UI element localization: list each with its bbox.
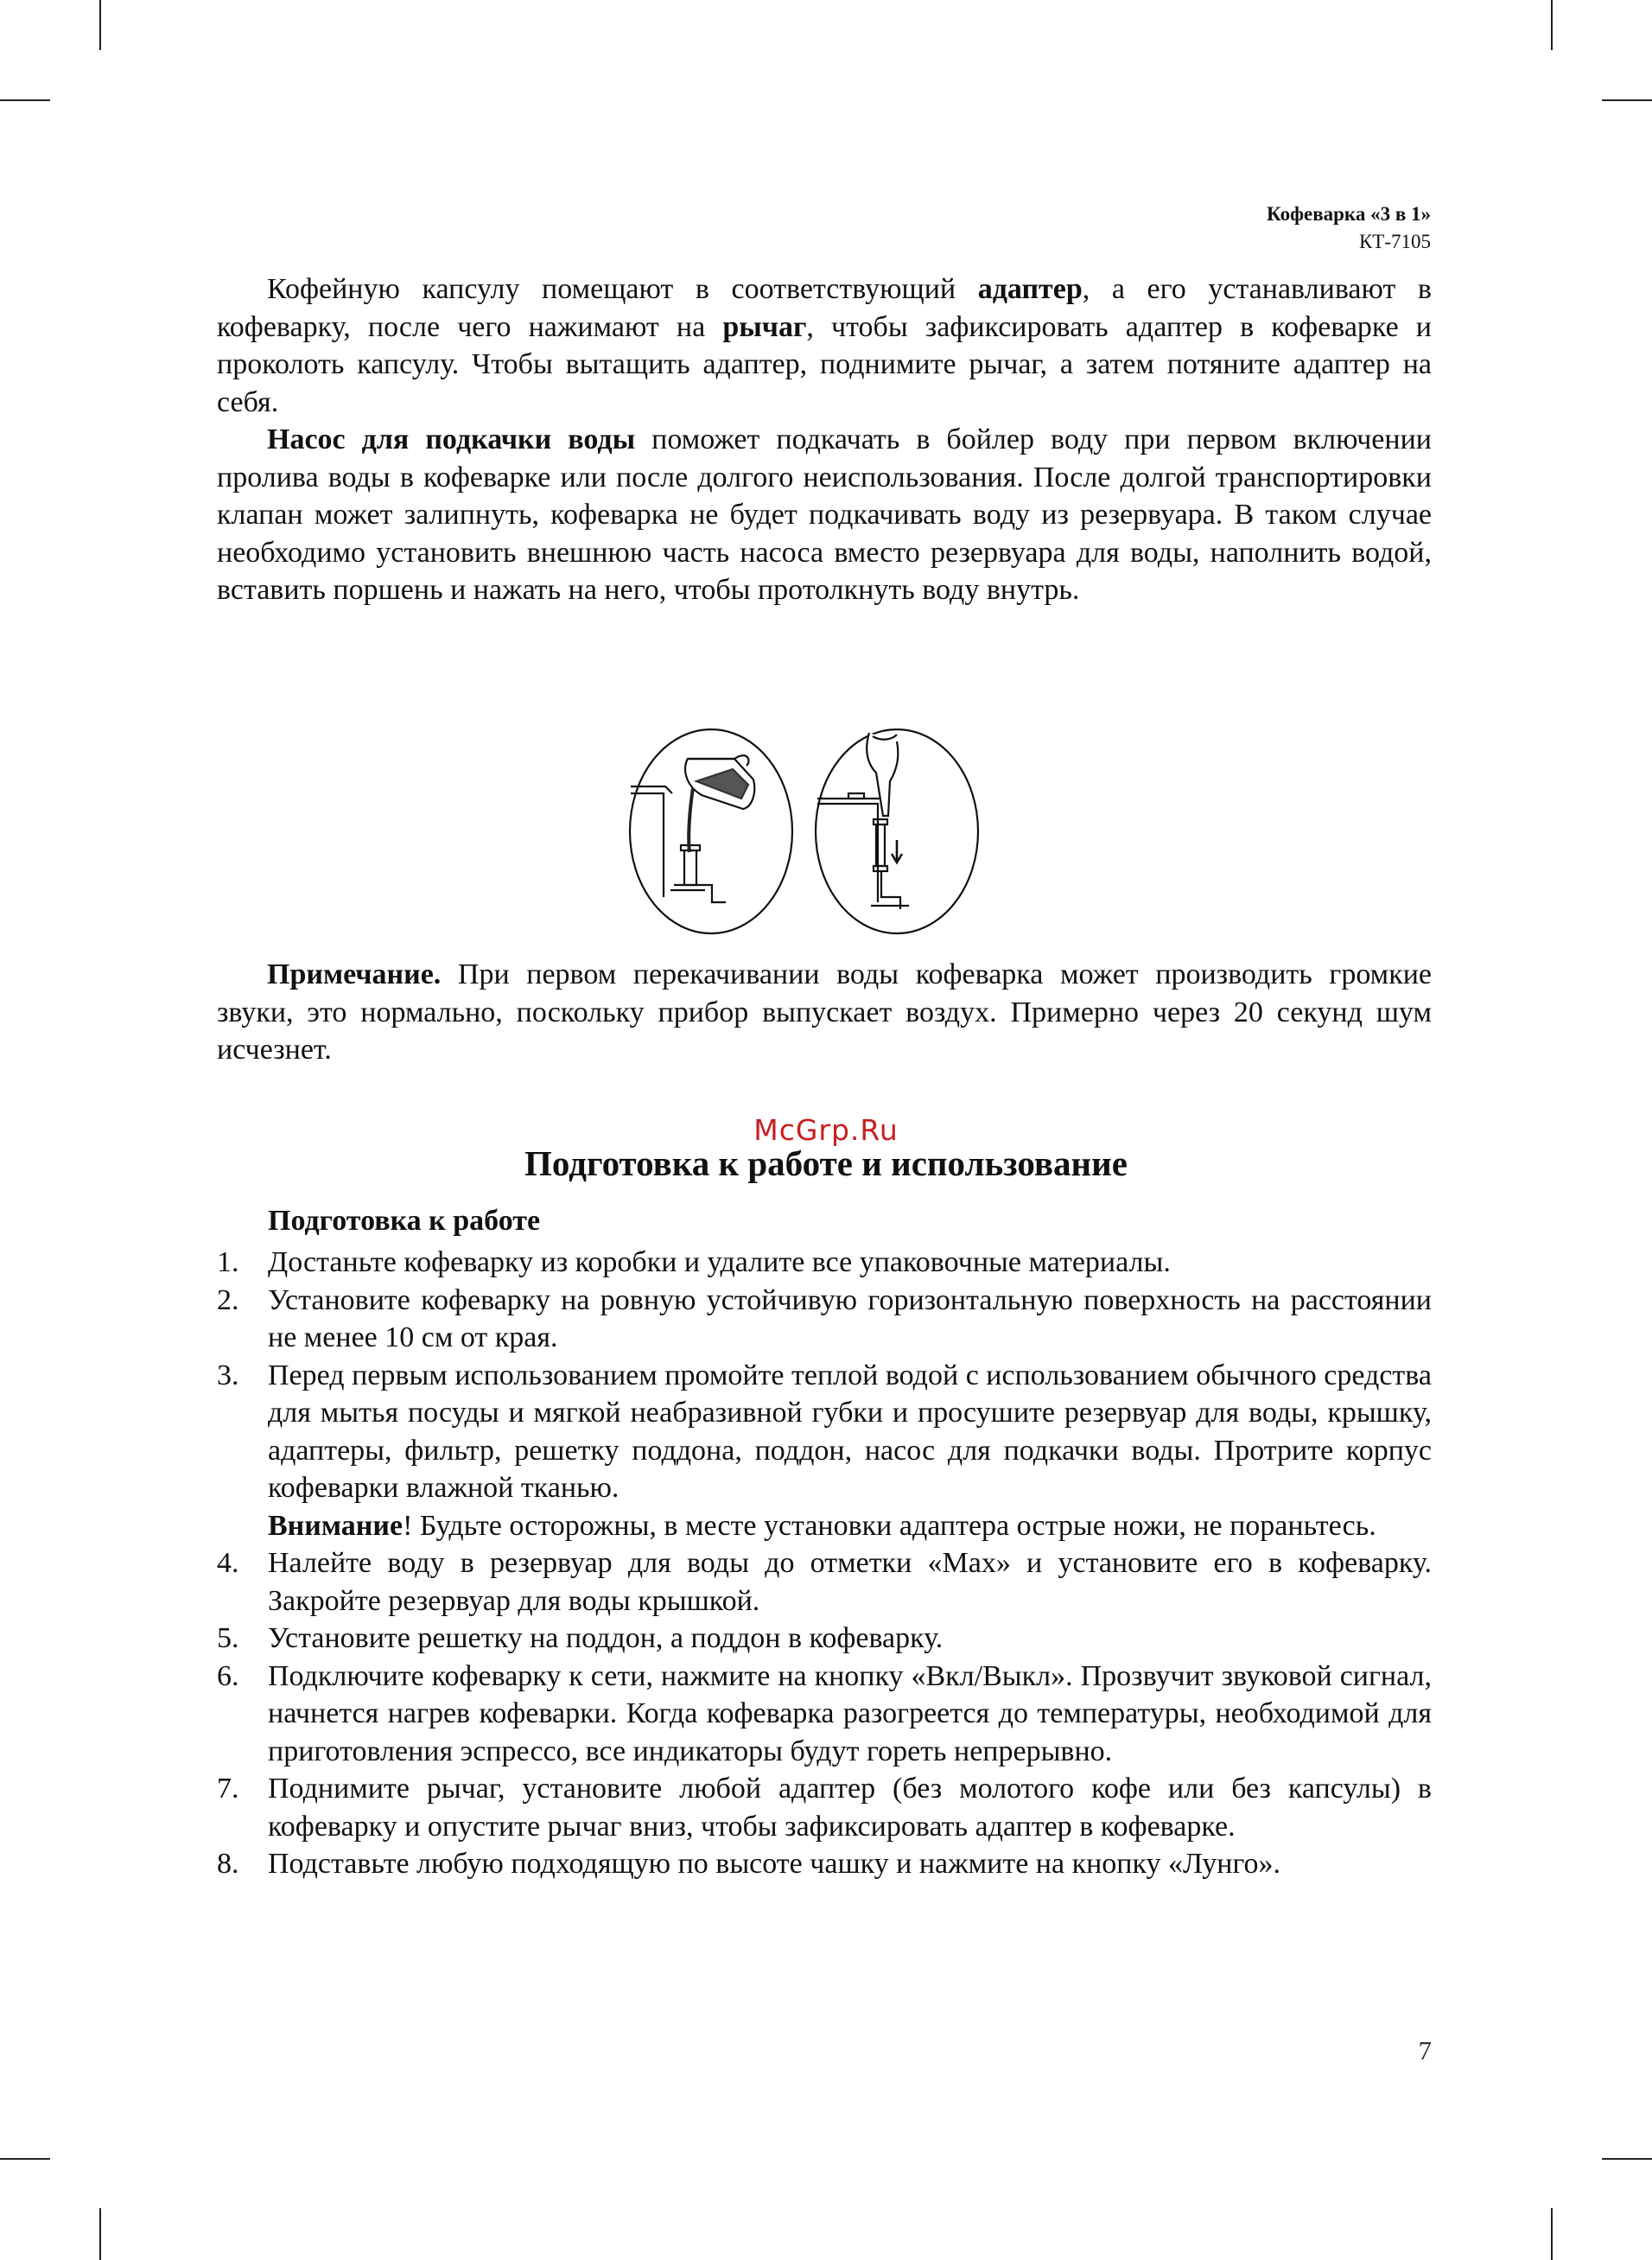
step-text: Налейте воду в резервуар для воды до отметки «Max» и установите его в кофеварку. Закройте резервуар для воды крышкой.: [268, 1547, 1432, 1617]
crop-mark: [99, 2208, 101, 2260]
note-label: Примечание.: [267, 958, 442, 990]
warning-text: ! Будьте осторожны, в месте установки адаптера острые ножи, не пораньтесь.: [403, 1509, 1376, 1542]
intro-text: [217, 271, 1432, 609]
step-number: 1.: [217, 1246, 239, 1278]
paragraph-pump: [217, 421, 1432, 609]
step-text: Подключите кофеварку к сети, нажмите на кнопку «Вкл/Выкл». Прозвучит звуковой сигнал, начнется нагрев кофеварки. Когда кофеварка разогреется до температуры, необходимой для приготовления эспрессо, все индикаторы будут гореть непрерывно.: [268, 1659, 1432, 1767]
text-run: , чтобы зафиксировать адаптер в кофеварке и проколоть капсулу. Чтобы вытащить адаптер, поднимите рычаг, а затем потяните адаптер на себя.: [217, 310, 1432, 418]
crop-mark: [0, 2158, 50, 2160]
note-paragraph: [217, 956, 1432, 1069]
step-text: Установите решетку на поддон, а поддон в кофеварку.: [268, 1622, 944, 1654]
product-title: Кофеварка «3 в 1»: [1267, 203, 1431, 225]
step-text: Установите кофеварку на ровную устойчивую горизонтальную поверхность на расстоянии не менее 10 см от края.: [268, 1283, 1432, 1353]
list-item: [217, 1770, 1432, 1845]
list-item: [217, 1244, 1432, 1282]
crop-mark: [1551, 2208, 1553, 2260]
pump-illustration: [622, 724, 985, 937]
watermark: McGrp.Ru: [753, 1113, 899, 1147]
paragraph-adapter: [217, 271, 1432, 421]
step-text: Достаньте кофеварку из коробки и удалите все упаковочные материалы.: [268, 1246, 1171, 1278]
term-lever: рычаг: [722, 310, 807, 343]
list-item: [217, 1282, 1432, 1357]
step-number: 5.: [217, 1622, 239, 1654]
text-run: Кофейную капсулу помещают в соответствующий: [267, 273, 978, 305]
warning-label: Внимание: [268, 1509, 403, 1542]
crop-mark: [0, 99, 50, 101]
pressing-piston-figure: [816, 729, 978, 933]
step-number: 7.: [217, 1773, 239, 1805]
step-number: 3.: [217, 1359, 239, 1391]
crop-mark: [1551, 0, 1553, 50]
steps-list: [217, 1244, 1432, 1883]
crop-mark: [99, 0, 101, 50]
list-item: [217, 1620, 1432, 1658]
step-number: 6.: [217, 1659, 239, 1692]
list-item: [217, 1658, 1432, 1771]
step-text: Подставьте любую подходящую по высоте чашку и нажмите на кнопку «Лунго».: [268, 1848, 1281, 1880]
crop-mark: [1602, 99, 1652, 101]
term-pump: Насос для подкачки воды: [267, 423, 636, 455]
step-text: Перед первым использованием промойте теплой водой с использованием обычного средства для мытья посуды и мягкой неабразивной губки и просушите резервуар для воды, крышку, адаптеры, фильтр, решетку поддона, поддон, насос для подкачки воды. Протрите корпус кофеварки влажной тканью.: [268, 1359, 1432, 1504]
list-item: [217, 1845, 1432, 1883]
crop-mark: [1602, 2158, 1652, 2160]
section-title: Подготовка к работе и использование: [524, 1143, 1128, 1183]
subheading: Подготовка к работе: [268, 1205, 541, 1237]
text-run: При первом перекачивании воды кофеварка может производить громкие звуки, это нормально, поскольку прибор выпускает воздух. Примерно через 20 секунд шум исчезнет.: [217, 958, 1432, 1066]
warning-note: [268, 1507, 1432, 1545]
step-text: Поднимите рычаг, установите любой адаптер (без молотого кофе или без капсулы) в кофеварку и опустите рычаг вниз, чтобы зафиксировать адаптер в кофеварке.: [268, 1773, 1432, 1843]
pouring-water-figure: [630, 729, 792, 933]
product-model: КТ-7105: [1358, 231, 1431, 252]
list-item: [217, 1544, 1432, 1620]
text-run: поможет подкачать в бойлер воду при первом включении пролива воды в кофеварке или после долгого неиспользования. После долгой транспортировки клапан может залипнуть, кофеварка не будет подкачивать воду из резервуара. В таком случае необходимо установить внешнюю часть насоса вместо резервуара для воды, наполнить водой, вставить поршень и нажать на него, чтобы протолкнуть воду внутрь.: [217, 423, 1432, 606]
text-run: , а его устанавливают в кофеварку, после чего нажимают на: [217, 273, 1432, 343]
step-number: 4.: [217, 1547, 239, 1579]
running-header: [1267, 201, 1431, 256]
page-number: 7: [1418, 2035, 1432, 2066]
note-text: [217, 956, 1432, 1069]
step-number: 2.: [217, 1283, 239, 1316]
step-number: 8.: [217, 1848, 239, 1880]
list-item: [217, 1357, 1432, 1545]
term-adapter: адаптер: [977, 273, 1083, 305]
